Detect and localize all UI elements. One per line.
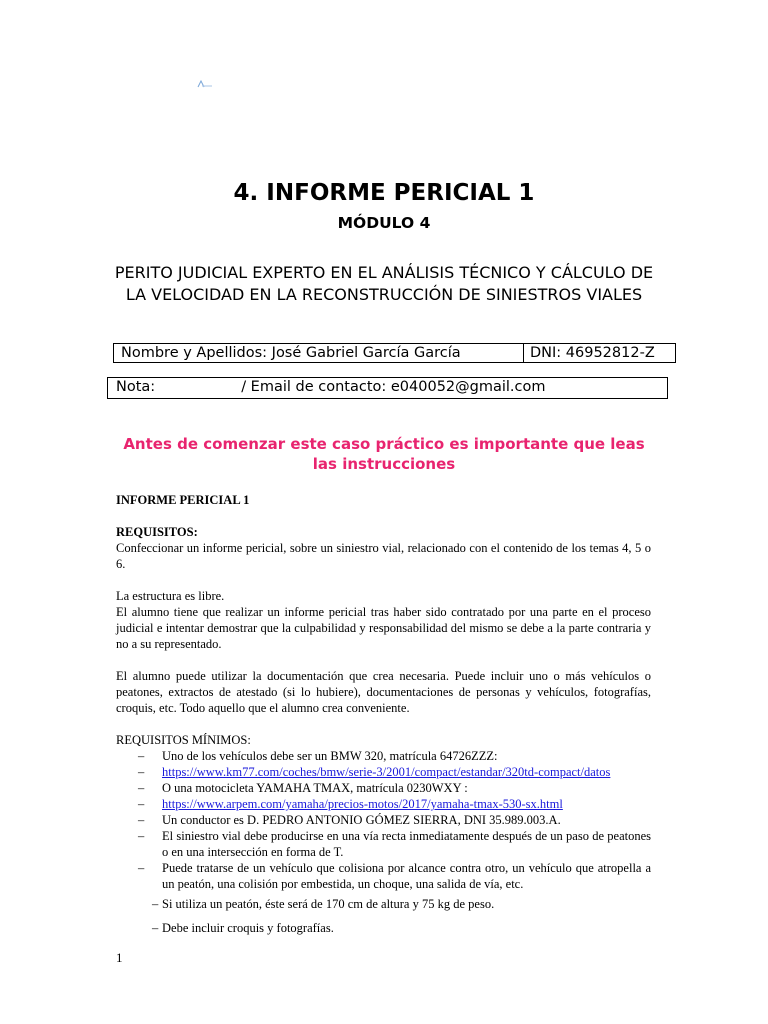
list-item: – El siniestro vial debe producirse en una vía recta inmediatamente después de un paso de peatones o en una intersección en forma de T. — [138, 829, 651, 859]
dash-bullet: – — [138, 749, 145, 763]
grade-label: Nota: — [116, 379, 156, 395]
alumno-tiene-paragraph: El alumno tiene que realizar un informe pericial tras haber sido contratado por una parte en el proceso judicial e intentar demostrar que la culpabilidad y responsabilidad del mismo se debe a la parte contraria y no a su representado. — [116, 605, 651, 651]
course-subtitle: PERITO JUDICIAL EXPERTO EN EL ANÁLISIS TÉCNICO Y CÁLCULO DE LA VELOCIDAD EN LA RECONSTRUCCIÓN DE SINIESTROS VIALES — [114, 263, 654, 304]
list-item: – Un conductor es D. PEDRO ANTONIO GÓMEZ SIERRA, DNI 35.989.003.A. — [138, 813, 561, 827]
list-item — [116, 764, 651, 780]
dash-bullet: – — [138, 829, 145, 843]
document-title: 4. INFORME PERICIAL 1 — [233, 180, 535, 206]
yamaha-link[interactable]: https://www.arpem.com/yamaha/precios-motos/2017/yamaha-tmax-530-sx.html — [162, 797, 563, 811]
requirements-list — [116, 748, 651, 892]
requisitos-label: REQUISITOS: — [116, 525, 198, 539]
logo-icon — [196, 80, 214, 88]
dash-bullet: – — [138, 765, 145, 779]
minimos-label: REQUISITOS MÍNIMOS: — [116, 733, 251, 747]
module-label: MÓDULO 4 — [337, 214, 431, 232]
list-item — [116, 796, 651, 812]
dash-bullet: – — [138, 861, 145, 875]
body-heading: INFORME PERICIAL 1 — [116, 493, 250, 507]
grade-email-box — [107, 377, 668, 399]
page-number: 1 — [116, 950, 123, 965]
document-body — [116, 492, 651, 936]
dash-bullet: – — [138, 781, 145, 795]
student-info-table — [113, 343, 676, 363]
contact-email: / Email de contacto: e040052@gmail.com — [241, 379, 546, 395]
student-name-cell: Nombre y Apellidos: José Gabriel García García — [114, 344, 524, 362]
sketch-note: – Debe incluir croquis y fotografías. — [152, 921, 334, 935]
list-item: – Uno de los vehículos debe ser un BMW 320, matrícula 64726ZZZ: — [138, 749, 498, 763]
bmw-link[interactable]: https://www.km77.com/coches/bmw/serie-3/2001/compact/estandar/320td-compact/datos — [162, 765, 611, 779]
estructura-text: La estructura es libre. — [116, 589, 225, 603]
alumno-puede-paragraph: El alumno puede utilizar la documentación que crea necesaria. Puede incluir uno o más vehículos o peatones, extractos de atestado (si lo hubiere), documentaciones de personas y vehículos, fotografías, croquis, etc. Todo aquello que el alumno crea conveniente. — [116, 669, 651, 715]
requisitos-text: Confeccionar un informe pericial, sobre un siniestro vial, relacionado con el contenido de los temas 4, 5 o 6. — [116, 541, 651, 571]
list-item: – Puede tratarse de un vehículo que colisiona por alcance contra otro, un vehículo que atropella a un peatón, una colisión por embestida, un choque, una salida de vía, etc. — [138, 861, 651, 891]
student-dni-cell: DNI: 46952812-Z — [530, 345, 655, 361]
instructions-notice: Antes de comenzar este caso práctico es importante que leas las instrucciones — [123, 435, 645, 473]
pedestrian-note: – Si utiliza un peatón, éste será de 170 cm de altura y 75 kg de peso. — [152, 897, 495, 911]
dash-bullet: – — [138, 813, 145, 827]
list-item: – O una motocicleta YAMAHA TMAX, matrícula 0230WXY : — [138, 781, 468, 795]
dash-bullet: – — [138, 797, 145, 811]
